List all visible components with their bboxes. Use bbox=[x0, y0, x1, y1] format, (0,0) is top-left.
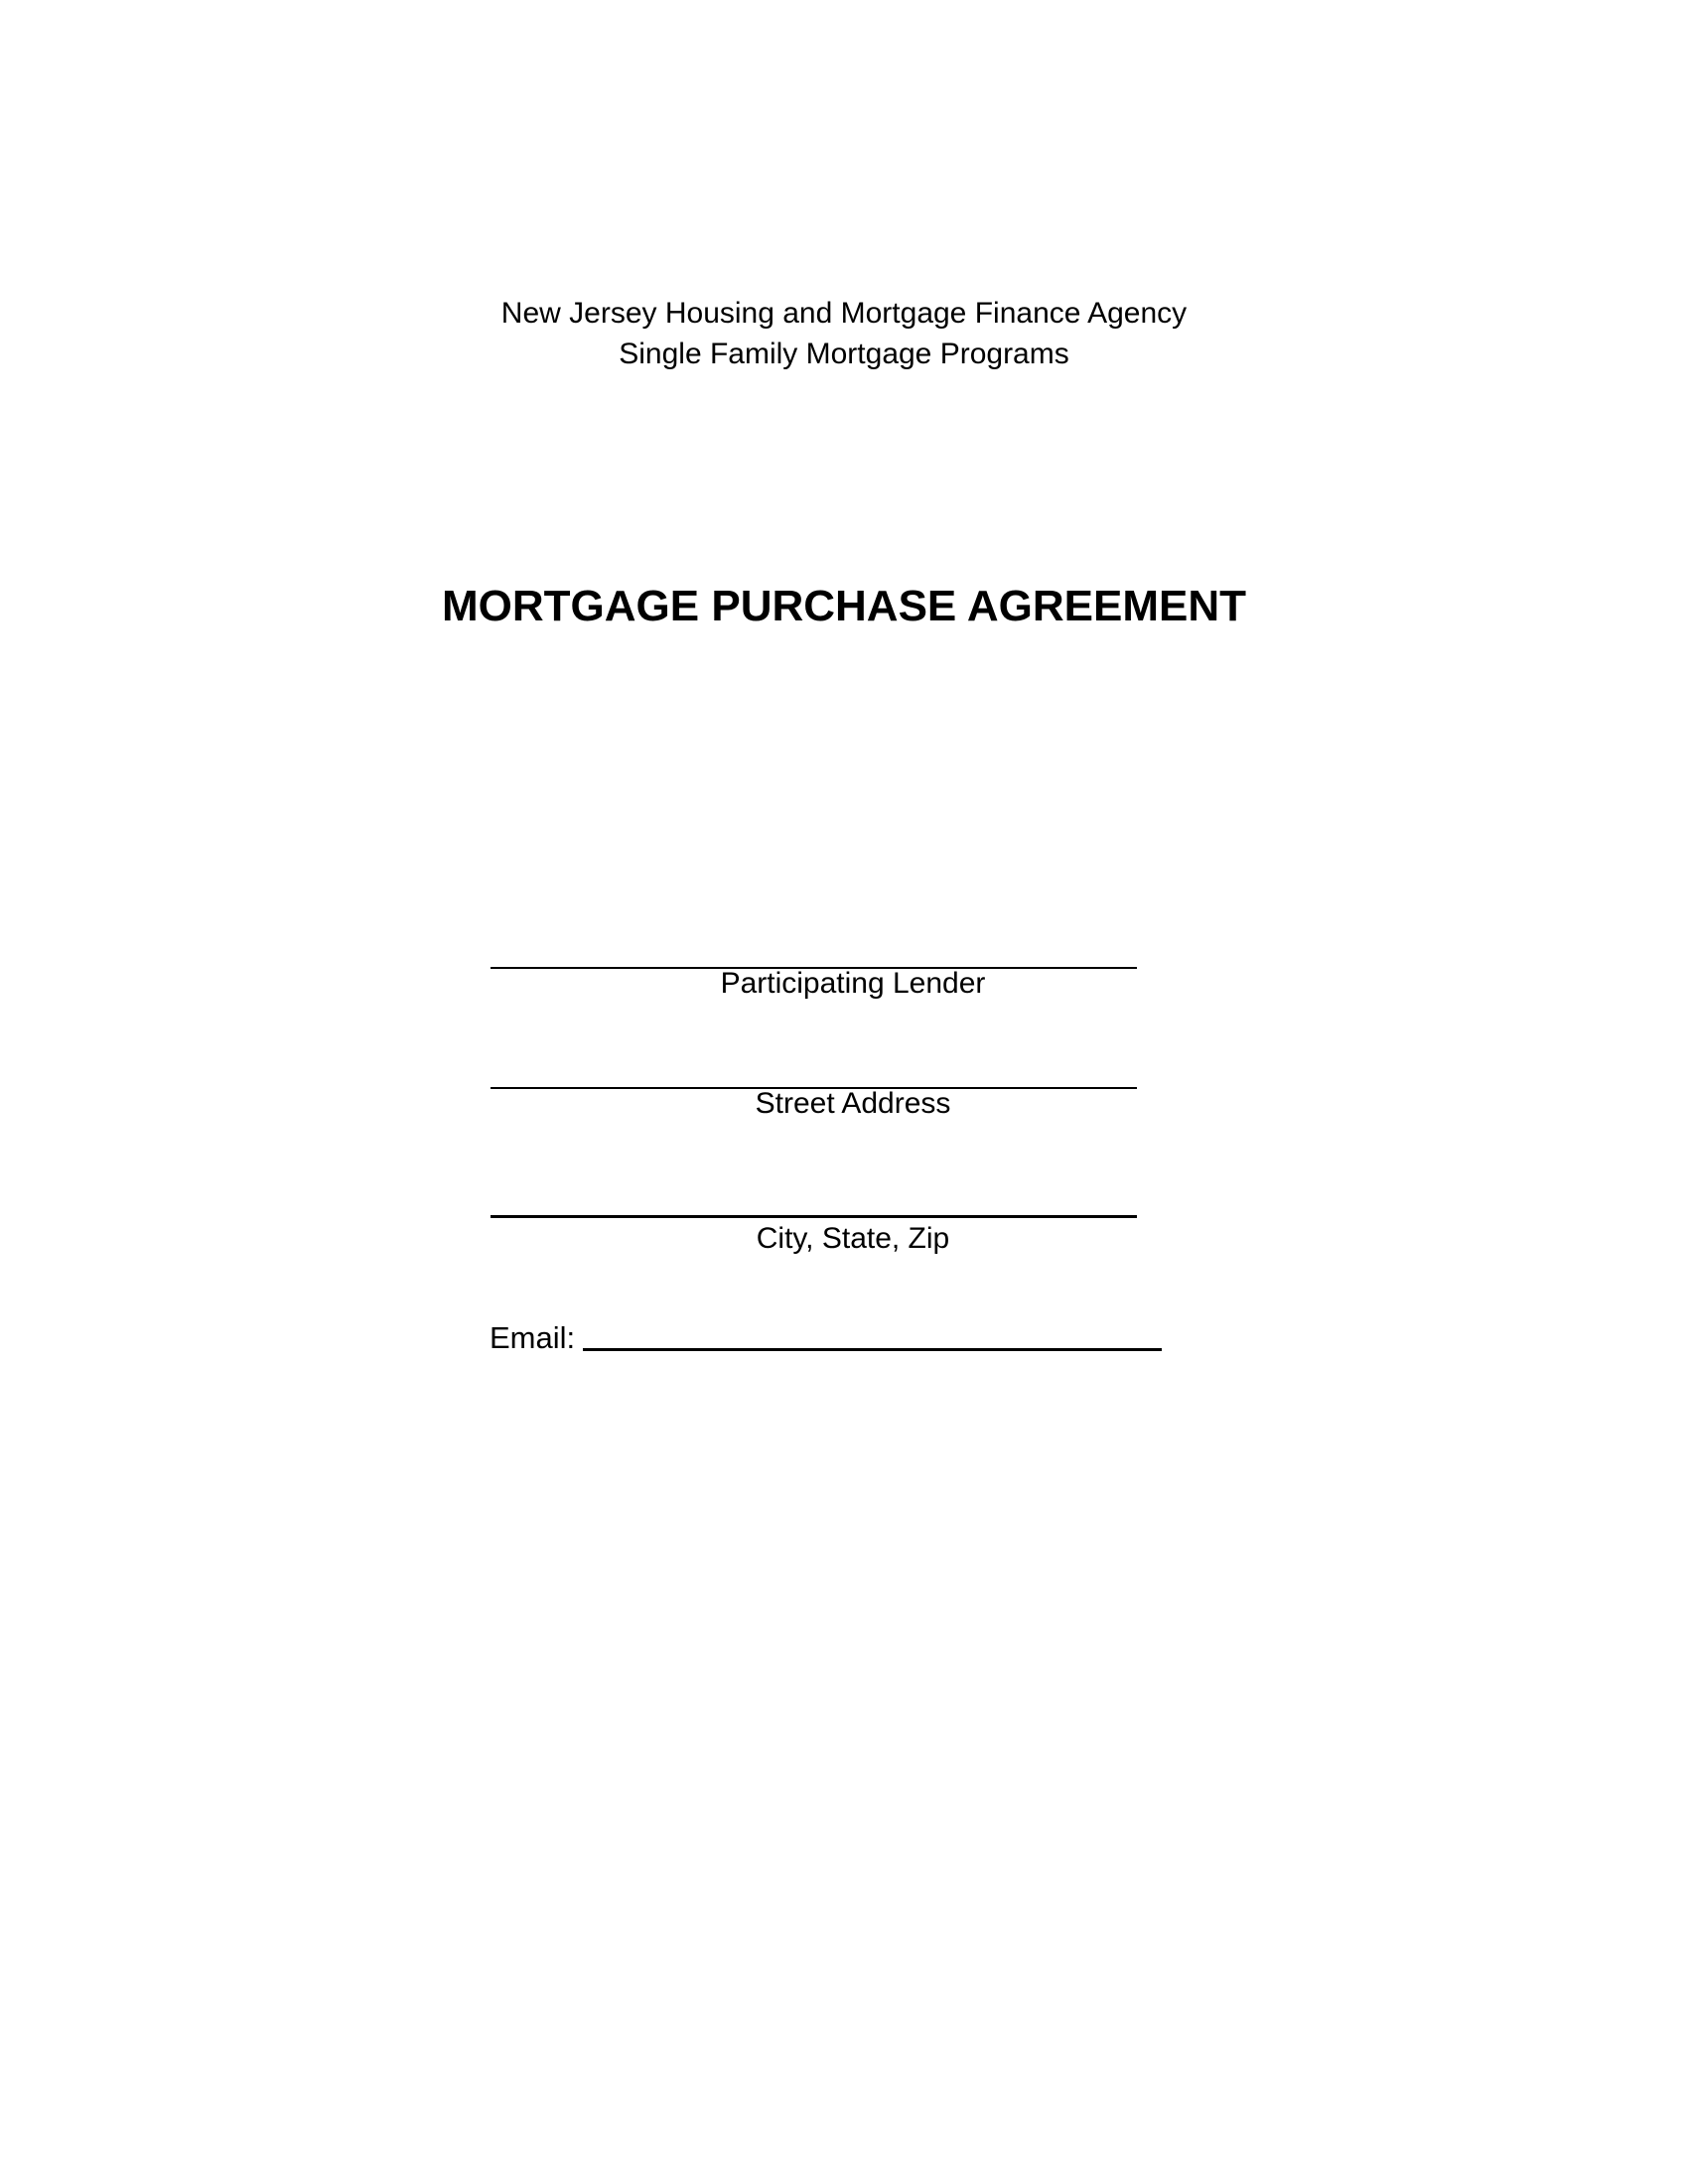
city-state-zip-line[interactable] bbox=[491, 1215, 1137, 1218]
program-name: Single Family Mortgage Programs bbox=[619, 338, 1069, 370]
city-state-zip-label: City, State, Zip bbox=[756, 1222, 950, 1255]
street-address-label: Street Address bbox=[755, 1087, 951, 1120]
email-field[interactable] bbox=[583, 1318, 1162, 1351]
email-label: Email: bbox=[490, 1320, 576, 1355]
email-row bbox=[490, 1317, 1162, 1357]
participating-lender-label: Participating Lender bbox=[720, 967, 986, 1000]
document-title: MORTGAGE PURCHASE AGREEMENT bbox=[442, 582, 1246, 630]
agency-name: New Jersey Housing and Mortgage Finance Agency bbox=[500, 297, 1188, 330]
